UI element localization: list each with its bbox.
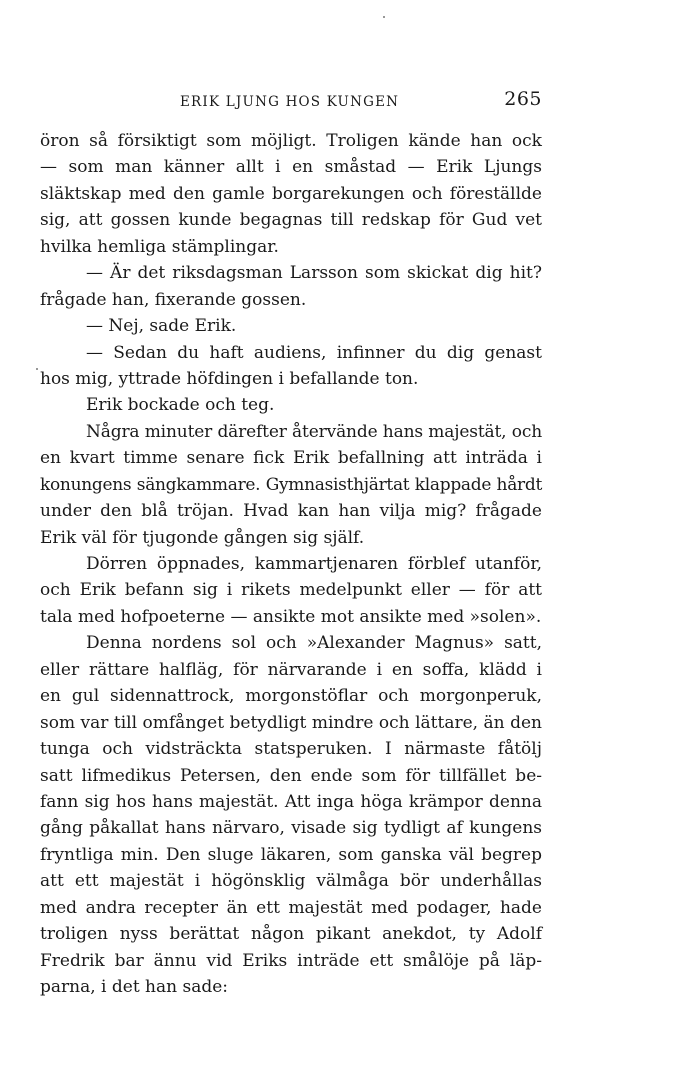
text-line: eller rättare halfläg, för närvarande i en soffa, klädd i <box>40 659 542 680</box>
page-header <box>40 88 542 118</box>
text-line: släktskap med den gamle borgarekungen och föreställde <box>40 183 542 204</box>
text-line: hvilka hemliga stämplingar. <box>40 236 279 257</box>
text-line: gång påkallat hans närvaro, visade sig tydligt af kungens <box>40 818 542 839</box>
text-line: Erik bockade och teg. <box>86 395 275 416</box>
text-line: fryntliga min. Den sluge läkaren, som ganska väl begrep <box>40 844 542 865</box>
text-line: — som man känner allt i en småstad — Erik Ljungs <box>40 157 542 178</box>
text-line: med andra recepter än ett majestät med podager, hade <box>40 897 542 918</box>
body-text <box>40 128 542 1000</box>
paper-speck <box>36 368 38 370</box>
text-line: under den blå tröjan. Hvad kan han vilja mig? frågade <box>40 501 542 522</box>
text-line: troligen nyss berättat någon pikant anekdot, ty Adolf <box>40 924 542 945</box>
text-line: tunga och vidsträckta statsperuken. I närmaste fåtölj <box>40 739 542 760</box>
text-line: Denna nordens sol och »Alexander Magnus» satt, <box>86 633 542 654</box>
page-number: 265 <box>504 88 542 110</box>
text-line: Fredrik bar ännu vid Eriks inträde ett smålöje på läp- <box>40 950 542 971</box>
text-line: konungens sängkammare. Gymnasisthjärtat klappade hårdt <box>40 474 542 495</box>
running-title: ERIK LJUNG HOS KUNGEN <box>180 94 400 110</box>
text-line: tala med hofpoeterne — ansikte mot ansikte med »solen». <box>40 606 542 627</box>
text-line: en kvart timme senare fick Erik befallning att inträda i <box>40 448 542 469</box>
text-line: parna, i det han sade: <box>40 977 229 997</box>
text-line: hos mig, yttrade höfdingen i befallande ton. <box>40 368 419 389</box>
text-line: frågade han, fixerande gossen. <box>40 289 307 310</box>
text-line: Dörren öppnades, kammartjenaren förblef utanför, <box>86 554 542 574</box>
text-line: sig, att gossen kunde begagnas till redskap för Gud vet <box>40 210 542 231</box>
text-line: öron så försiktigt som möjligt. Troligen kände han ock <box>40 131 542 151</box>
paper-speck <box>383 16 385 18</box>
text-line: en gul sidennattrock, morgonstöflar och morgonperuk, <box>40 686 542 707</box>
text-line: fann sig hos hans majestät. Att inga höga krämpor denna <box>40 791 542 812</box>
text-line: som var till omfånget betydligt mindre och lättare, än den <box>40 712 542 733</box>
text-line: Erik väl för tjugonde gången sig själf. <box>40 527 365 548</box>
text-line: och Erik befann sig i rikets medelpunkt eller — för att <box>40 580 542 601</box>
text-line: Några minuter därefter återvände hans majestät, och <box>86 421 542 442</box>
text-line: — Nej, sade Erik. <box>86 316 237 337</box>
text-line: — Är det riksdagsman Larsson som skickat dig hit? <box>86 263 542 284</box>
text-line: satt lifmedikus Petersen, den ende som för tillfället be- <box>40 765 542 786</box>
text-line: att ett majestät i högönsklig välmåga bör underhållas <box>40 871 542 892</box>
text-line: — Sedan du haft audiens, infinner du dig genast <box>86 342 542 363</box>
